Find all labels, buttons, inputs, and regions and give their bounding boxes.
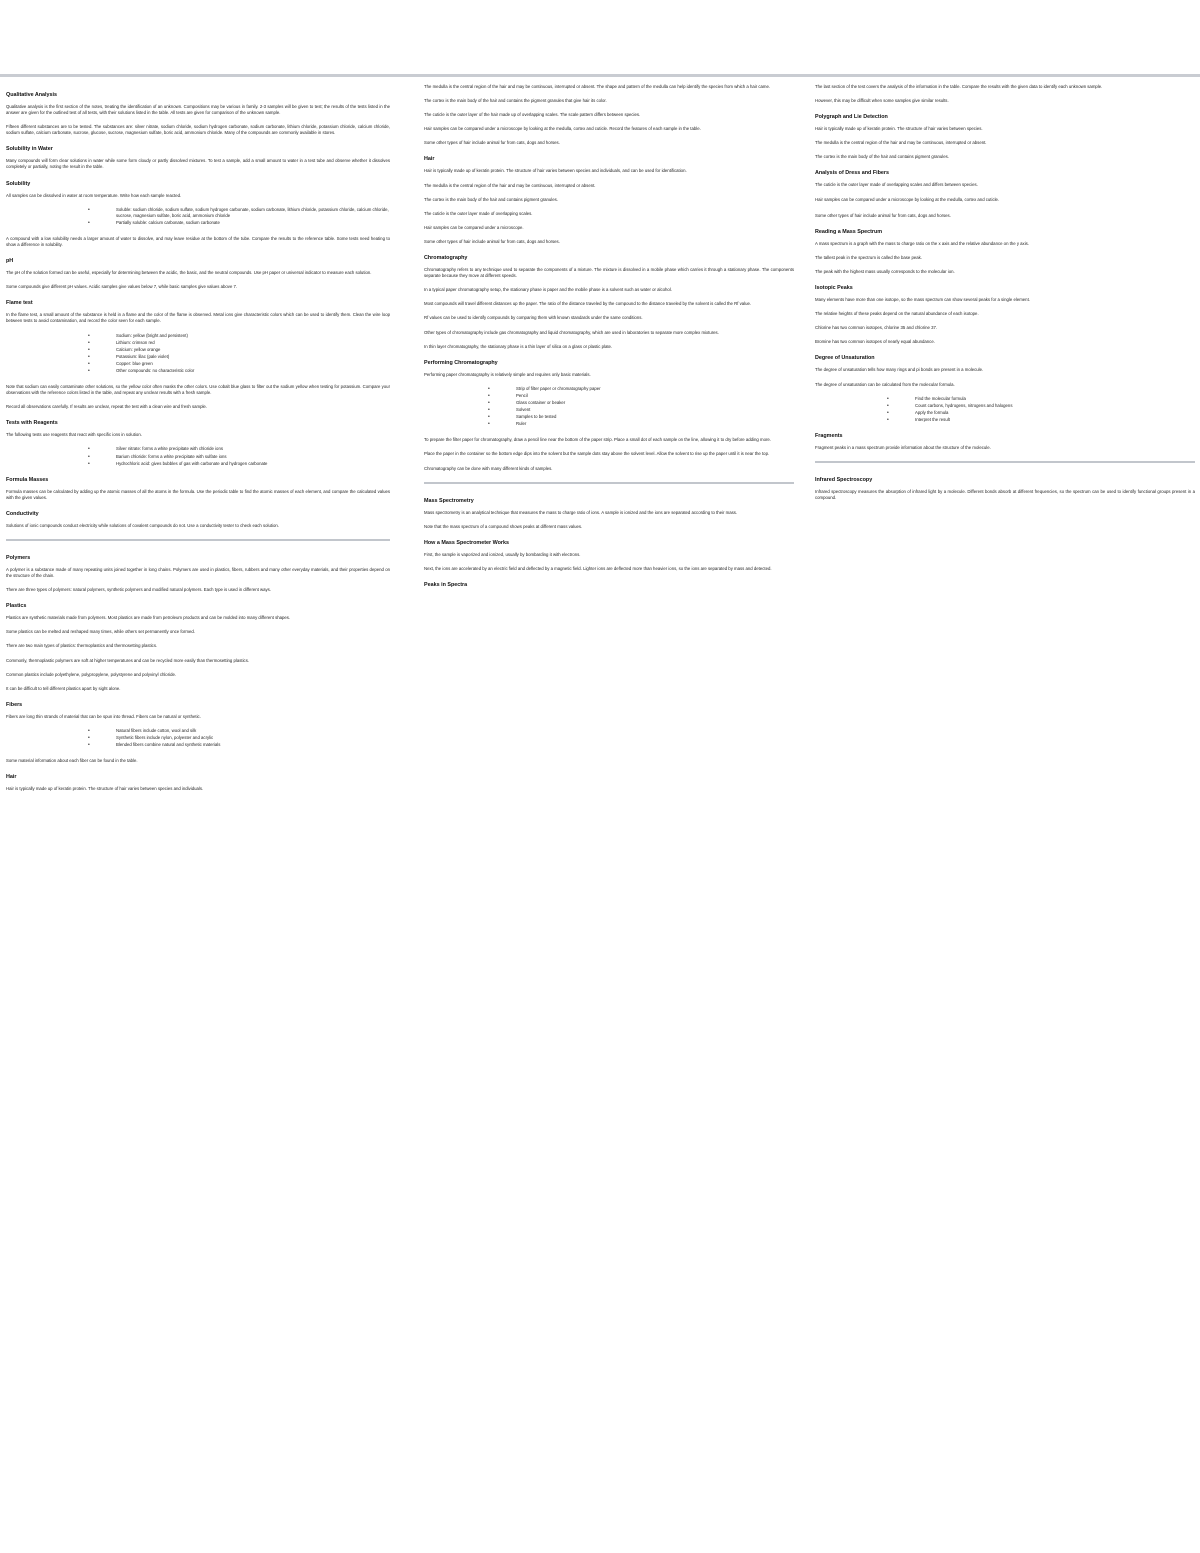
body-paragraph: The last section of the test covers the analysis of the information in the table. Compare the results with the given data to identify each unknown sample. [815, 84, 1103, 89]
body-paragraph: Some plastics can be melted and reshaped many times, while others set permanently once formed. [6, 629, 195, 635]
bullet-list [6, 446, 390, 466]
section-heading: Hair [424, 156, 435, 163]
list-item: • Pencil [516, 393, 794, 399]
body-paragraph: The peak with the highest mass usually corresponds to the molecular ion. [815, 268, 955, 274]
section-heading: Flame test [6, 300, 33, 307]
list-item: • Barium chloride: forms a white precipitate with sulfate ions [116, 454, 390, 460]
list-item: • Copper: blue green [116, 361, 390, 367]
section [424, 156, 794, 245]
section [815, 213, 1195, 219]
section [815, 355, 1195, 423]
body-paragraph: The cortex is the main body of the hair and contains pigment granules. [815, 154, 949, 160]
body-paragraph: Formula masses can be calculated by adding up the atomic masses of all the atoms in the formula. Use the periodic table to find the atomic masses of each element, and compare the calculated values with the given values. [6, 488, 390, 500]
section [815, 170, 1195, 202]
list-item: • Silver nitrate: forms a white precipitate with chloride ions [116, 446, 390, 452]
bullet-list [6, 728, 390, 748]
body-paragraph: Some material information about each fiber can be found in the table. [6, 758, 138, 764]
body-paragraph: The medulla is the central region of the hair and may be continuous, interrupted or absent. The shape and pattern of the medulla can help identify the species from which a hair came. [424, 84, 771, 89]
section-heading: Analysis of Dress and Fibers [815, 170, 889, 177]
section [6, 146, 390, 170]
body-paragraph: Hair samples can be compared under a microscope by looking at the medulla, cortex and cuticle. [815, 196, 1000, 202]
section [424, 437, 794, 471]
body-paragraph: Some compounds give different pH values. Acidic samples give values below 7, while basic samples give values above 7. [6, 284, 238, 290]
body-paragraph: The medulla is the central region of the hair and may be continuous, interrupted or absent. [815, 140, 987, 146]
column-1 [6, 84, 390, 1550]
list-item: • Calcium: yellow orange [116, 347, 390, 353]
body-paragraph: Mass spectrometry is an analytical technique that measures the mass to charge ratio of ions. A sample is ionized and the ions are separated according to their mass. [424, 509, 738, 515]
section [6, 758, 390, 764]
section [6, 539, 390, 593]
body-paragraph: The relative heights of these peaks depend on the natural abundance of each isotope. [815, 311, 979, 317]
body-paragraph: Some other types of hair include animal fur from cats, dogs and horses. [424, 238, 560, 244]
list-item: • Solvent [516, 407, 794, 413]
body-paragraph: To prepare the filter paper for chromatography, draw a pencil line near the bottom of the paper strip. Place a small dot of each sample on the line, allowing it to dry before adding more. [424, 437, 771, 443]
section [815, 285, 1195, 345]
body-paragraph: The medulla is the central region of the hair and may be continuous, interrupted or absent. [424, 182, 596, 188]
body-paragraph: It can be difficult to tell different plastics apart by sight alone. [6, 685, 121, 691]
body-paragraph: All samples can be dissolved in water at room temperature. Write how each sample reacted. [6, 192, 182, 198]
body-paragraph: Hair is typically made up of keratin protein. The structure of hair varies between species. [815, 126, 983, 132]
section [815, 433, 1195, 451]
section [424, 255, 794, 350]
list-item: • Ruler [516, 421, 794, 427]
section [6, 258, 390, 290]
section-heading: Performing Chromatography [424, 359, 498, 366]
list-item: • Synthetic fibers include nylon, polyester and acrylic [116, 735, 390, 741]
section [6, 181, 390, 226]
body-paragraph: Qualitative analysis is the first section of the notes, treating the identification of an unknown. Compositions may be various in family. 2-3 samples will be given to test; the results of the tests listed in the answer are given for the outlined test of all tests, with their solutions listed in the table. All tests are given for comparison of the unknown sample. [6, 104, 390, 116]
body-paragraph: Next, the ions are accelerated by an electric field and deflected by a magnetic field. Lighter ions are deflected more than heavier ions, so the ions are separated by mass and detected. [424, 565, 772, 571]
section [815, 229, 1195, 275]
section [6, 702, 390, 748]
body-paragraph: The cuticle is the outer layer made of overlapping scales. [424, 210, 533, 216]
body-paragraph: Rf values can be used to identify compounds by comparing them with known standards under the same conditions. [424, 315, 643, 321]
section-heading: Formula Masses [6, 476, 49, 483]
body-paragraph: Plastics are synthetic materials made from polymers. Most plastics are made from petroleum products and can be molded into many different shapes. [6, 615, 291, 621]
body-paragraph: Infrared spectroscopy measures the absorption of infrared light by a molecule. Different bonds absorb at different frequencies, so the spectrum can be used to identify functional groups present in a compound. [815, 489, 1195, 501]
section-heading: Mass Spectrometry [424, 497, 474, 504]
body-paragraph: Many compounds will form clear solutions in water while some form cloudy or partly dissolved mixtures. To test a sample, add a small amount to water in a test tube and observe whether it dissolves completely or partially, noting the result in the table. [6, 158, 390, 170]
section-heading: Chromatography [424, 255, 468, 262]
body-paragraph: The cuticle is the outer layer made of overlapping scales and differs between species. [815, 182, 978, 188]
body-paragraph: First, the sample is vaporized and ionized, usually by bombarding it with electrons. [424, 551, 581, 557]
section-heading: Hair [6, 774, 17, 781]
body-paragraph: Hair is typically made up of keratin protein. The structure of hair varies between species and individuals, and can be used for identification. [424, 168, 687, 174]
body-paragraph: However, this may be difficult when some samples give similar results. [815, 98, 949, 104]
list-item: • Count carbons, hydrogens, nitrogens and halogens [915, 403, 1195, 409]
body-paragraph: Chlorine has two common isotopes, chlorine 35 and chlorine 37. [815, 325, 938, 331]
section [424, 482, 794, 530]
body-paragraph: Hair samples can be compared under a microscope. [424, 224, 524, 230]
body-paragraph: Note that the mass spectrum of a compound shows peaks at different mass values. [424, 523, 583, 529]
body-paragraph: Some other types of hair include animal fur from cats, dogs and horses. [815, 212, 951, 218]
body-paragraph: Chromatography can be done with many different kinds of samples. [424, 465, 553, 471]
body-paragraph: In thin layer chromatography, the stationary phase is a thin layer of silica on a glass or plastic plate. [424, 343, 613, 349]
list-item: • Hydrochloric acid: gives bubbles of gas with carbonate and hydrogen carbonate [116, 461, 390, 467]
section-heading: Polymers [6, 555, 31, 561]
section-heading: Fragments [815, 432, 843, 439]
section [424, 540, 794, 572]
body-paragraph: In the flame test, a small amount of the substance is held in a flame and the color of the flame is observed. Metal ions give characteristic colors which can be used to identify them. Clean the wire loop between tests to avoid contamination, and record the color seen for each sample. [6, 312, 390, 324]
body-paragraph: There are two main types of plastics: thermoplastics and thermosetting plastics. [6, 643, 158, 649]
body-paragraph: Most compounds will travel different distances up the paper. The ratio of the distance traveled by the compound to the distance traveled by the solvent is called the Rf value. [424, 301, 752, 307]
bullet-list [6, 207, 390, 226]
body-paragraph: Many elements have more than one isotope, so the mass spectrum can show several peaks for a single element. [815, 297, 1030, 303]
section-heading: Tests with Reagents [6, 420, 58, 427]
body-paragraph: The cuticle is the outer layer of the hair made up of overlapping scales. The scale pattern differs between species. [424, 112, 641, 118]
section-heading: Solubility in Water [6, 146, 53, 153]
body-paragraph: A compound with a low solubility needs a larger amount of water to dissolve, and may leave residue at the bottom of the tube. Compare the results to the reference table. Some tests need heating to show a difference in solubility. [6, 235, 390, 248]
section [815, 84, 1195, 104]
section-heading: pH [6, 258, 14, 265]
section-heading: Reading a Mass Spectrum [815, 228, 883, 235]
section-heading: Solubility [6, 180, 31, 187]
body-paragraph: A mass spectrum is a graph with the mass to charge ratio on the x axis and the relative abundance on the y axis. [815, 240, 1030, 246]
body-paragraph: In a typical paper chromatography setup, the stationary phase is paper and the mobile phase is a solvent such as water or alcohol. [424, 287, 672, 293]
body-paragraph: Fifteen different substances are to be tested. The substances are: silver nitrate, sodium chloride, sodium hydrogen carbonate, sodium carbonate, lithium chloride, potassium chloride, calcium chloride, sodium sulfate, calcium carbonate, sucrose, glucose, sucrose, magnesium sulfate, boric acid, ammonium chloride. Many of the compounds are commonly available in stores. [6, 124, 390, 136]
body-paragraph: Some other types of hair include animal fur from cats, dogs and horses. [424, 140, 560, 146]
body-paragraph: Hair is typically made up of keratin protein. The structure of hair varies between species and individuals. [6, 786, 204, 792]
section [424, 84, 794, 146]
list-item: • Soluble: sodium chloride, sodium sulfate, sodium hydrogen carbonate, sodium carbonate, lithium chloride, potassium chloride, calcium chloride, sucrose, magnesium sulfate, boric acid, ammonium chloride [116, 207, 390, 219]
section [6, 384, 390, 410]
section [6, 774, 390, 792]
column-2 [424, 84, 794, 1550]
list-item: • Glass container or beaker [516, 400, 794, 406]
body-paragraph: Fibers are long thin strands of material that can be spun into thread. Fibers can be natural or synthetic. [6, 713, 201, 719]
body-paragraph: The degree of unsaturation can be calculated from the molecular formula. [815, 381, 955, 387]
body-paragraph: Bromine has two common isotopes of nearly equal abundance. [815, 339, 935, 345]
section [424, 582, 794, 588]
list-item: • Interpret the result [915, 417, 1195, 423]
section [6, 603, 390, 692]
bullet-list [815, 396, 1195, 423]
body-paragraph: The cortex is the main body of the hair and contains pigment granules. [424, 196, 558, 202]
list-item: • Blended fibers combine natural and synthetic materials [116, 742, 390, 748]
body-paragraph: Record all observations carefully. If results are unclear, repeat the test with a clean wire and fresh sample. [6, 404, 208, 410]
body-paragraph: The tallest peak in the spectrum is called the base peak. [815, 254, 923, 260]
body-paragraph: Note that sodium can easily contaminate other solutions, so the yellow color often masks the other colors. Use cobalt blue glass to filter out the sodium yellow when testing for potassium. Compare your observations with the reference colors listed in the table, and repeat any unclear results with a fresh sample. [6, 384, 390, 396]
list-item: • Apply the formula [915, 410, 1195, 416]
body-paragraph: Common plastics include polyethylene, polypropylene, polystyrene and polyvinyl chloride. [6, 671, 177, 677]
body-paragraph: Chromatography refers to any technique used to separate the components of a mixture. The mixture is dissolved in a mobile phase which carries it through a stationary phase. The components separate because they move at different speeds. [424, 267, 794, 279]
body-paragraph: The pH of the solution formed can be useful, especially for determining between the acidic, the basic, and the neutral compounds. Use pH paper or universal indicator to measure each solution. [6, 270, 372, 276]
body-paragraph: Performing paper chromatography is relatively simple and requires only basic materials. [424, 371, 591, 377]
list-item: • Potassium: lilac (pale violet) [116, 354, 390, 360]
section-heading: Fibers [6, 701, 23, 708]
list-item: • Partially soluble: calcium carbonate, sodium carbonate [116, 220, 390, 226]
section-heading: Isotopic Peaks [815, 285, 853, 292]
section-heading: Plastics [6, 603, 27, 610]
section [815, 114, 1195, 160]
list-item: • Strip of filter paper or chromatography paper [516, 386, 794, 392]
body-paragraph: The following tests use reagents that react with specific ions in solution. [6, 432, 142, 438]
section [6, 477, 390, 501]
list-item: • Sodium: yellow (bright and persistent) [116, 333, 390, 339]
body-paragraph: Fragment peaks in a mass spectrum provide information about the structure of the molecule. [815, 444, 991, 450]
section-heading: Degree of Unsaturation [815, 355, 875, 362]
body-paragraph: Commonly, thermoplastic polymers are soft at higher temperatures and can be recycled more easily than thermosetting plastics. [6, 657, 250, 663]
top-rule [0, 74, 1200, 77]
list-item: • Samples to be tested [516, 414, 794, 420]
body-paragraph: The cortex is the main body of the hair and contains the pigment granules that give hair its color. [424, 98, 607, 104]
section-heading: Conductivity [6, 510, 39, 517]
list-item: • Find the molecular formula [915, 396, 1195, 402]
section [6, 511, 390, 529]
body-paragraph: A polymer is a substance made of many repeating units joined together in long chains. Polymers are used in plastics, fibers, rubbers and many other everyday materials, and their properties depend on the structure of the chain. [6, 567, 390, 579]
section-heading: Qualitative Analysis [6, 92, 58, 98]
bullet-list [6, 333, 390, 375]
section [6, 420, 390, 466]
section [6, 92, 390, 136]
list-item: • Natural fibers include cotton, wool and silk [116, 728, 390, 734]
body-paragraph: The degree of unsaturation tells how many rings and pi bonds are present in a molecule. [815, 367, 984, 373]
section [424, 360, 794, 428]
list-item: • Other compounds: no characteristic color [116, 368, 390, 374]
section [6, 300, 390, 374]
section [6, 236, 390, 248]
section-heading: Infrared Spectroscopy [815, 477, 873, 484]
body-paragraph: There are three types of polymers: natural polymers, synthetic polymers and modified natural polymers. Each type is used in different ways. [6, 587, 272, 593]
section [815, 461, 1195, 501]
section-heading: Polygraph and Lie Detection [815, 114, 888, 121]
body-paragraph: Place the paper in the container so the bottom edge dips into the solvent but the sample dots stay above the solvent level. Allow the solvent to rise up the paper until it is near the top. [424, 451, 770, 457]
column-3 [815, 84, 1195, 1550]
bullet-list [424, 386, 794, 428]
list-item: • Lithium: crimson red [116, 340, 390, 346]
section-heading: Peaks in Spectra [424, 582, 468, 588]
section-heading: How a Mass Spectrometer Works [424, 539, 509, 546]
body-paragraph: Solutions of ionic compounds conduct electricity while solutions of covalent compounds do not. Use a conductivity tester to check each solution. [6, 522, 280, 528]
body-paragraph: Other types of chromatography include gas chromatography and liquid chromatography, which are used in laboratories to separate more complex mixtures. [424, 329, 719, 335]
body-paragraph: Hair samples can be compared under a microscope by looking at the medulla, cortex and cuticle. Record the features of each sample in the table. [424, 126, 701, 132]
